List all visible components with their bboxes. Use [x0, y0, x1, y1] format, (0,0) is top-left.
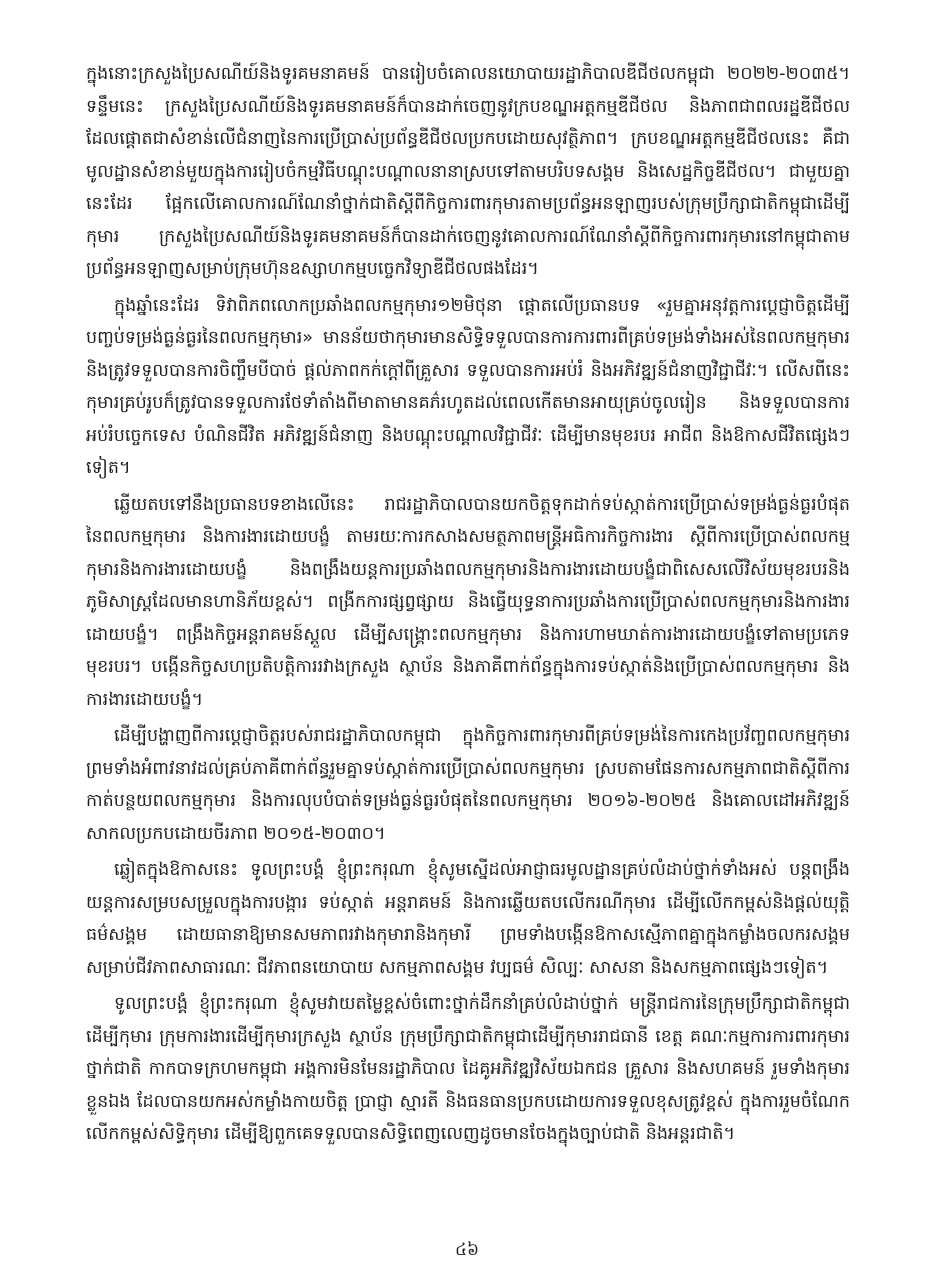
paragraph-3: ឆ្លើយតបទៅនឹងប្រធានបទខាងលើនេះ រាជរដ្ឋាភិបាលបានយកចិត្តទុកដាក់ទប់ស្កាត់ការប្រើប្រាស់ទម្រង់ធ្ងន់ធ្ងរបំផុតនៃពលកម្មកុមារ និងការងារដោយបង្ខំ តាមរយៈការកសាងសមត្ថភាពមន្ត្រីអធិការកិច្ចការងារ ស្ដីពីការប្រើប្រាស់ពលកម្មកុមារនិងការងារដោយបង្ខំ និងពង្រឹងយន្តការប្រឆាំងពលកម្មកុមារនិងការងារដោយបង្ខំជាពិសេសលើវិស័យមុខរបរនិងភូមិសាស្ត្រដែលមានហានិភ័យខ្ពស់។ ពង្រីកការផ្សព្វផ្សាយ និងធ្វើយុទ្ធនាការប្រឆាំងការប្រើប្រាស់ពលកម្មកុមារនិងការងារដោយបង្ខំ។ ពង្រឹងកិច្ចអន្តរាគមន៍ស្តួល ដើម្បីសង្គ្រោះពលកម្មកុមារ និងការហាមឃាត់ការងារដោយបង្ខំទៅតាមប្រភេទមុខរបរ។ បង្កើនកិច្ចសហប្រតិបត្តិការរវាងក្រសួង ស្ថាប័ន និងភាគីពាក់ព័ន្ធក្នុងការទប់ស្កាត់និងប្រើប្រាស់ពលកម្មកុមារ និងការងារដោយបង្ខំ។ — [86, 494, 850, 710]
paragraph-2: ក្នុងឆ្នាំនេះដែរ ទិវាពិភពលោកប្រឆាំងពលកម្មកុមារ១២មិថុនា ផ្ដោតលើប្រធានបទ «រួមគ្នាអនុវត្តការប្ដេជ្ញាចិត្តដើម្បីបញ្ចប់ទម្រង់ធ្ងន់ធ្ងរនៃពលកម្មកុមារ» មានន័យថាកុមារមានសិទ្ធិទទួលបានការការពារពីគ្រប់ទម្រង់ទាំងអស់នៃពលកម្មកុមារ និងត្រូវទទួលបានការចិញ្ចឹមបីបាច់ ផ្ដល់ភាពកក់ក្ដៅពីគ្រួសារ ទទួលបានការអប់រំ និងអភិវឌ្ឍន៍ជំនាញវិជ្ជាជីវៈ។ លើសពីនេះ កុមារគ្រប់រូបក៏ត្រូវបានទទួលការថែទាំតាំងពីមាតាមានគភ៌រហូតដល់ពេលកើតមានអាយុគ្រប់ចូលរៀន និងទទួលបានការអប់រំបច្ចេកទេស បំណិនជីវិត អភិវឌ្ឍន៍ជំនាញ និងបណ្ដុះបណ្ដាលវិជ្ជាជីវៈ ដើម្បីមានមុខរបរ អាជីព និងឱកាសជីវិតផ្សេងៗទៀត។ — [86, 295, 850, 478]
document-body — [86, 58, 850, 1155]
paragraph-5: ឆ្លៀតក្នុងឱកាសនេះ ទូលព្រះបង្គំ ខ្ញុំព្រះករុណា ខ្ញុំសូមស្នើដល់អាជ្ញាធរមូលដ្ឋានគ្រប់លំដាប់ថ្នាក់ទាំងអស់ បន្តពង្រឹងយន្តការសម្របសម្រួលក្នុងការបង្ការ ទប់ស្កាត់ អន្តរាគមន៍ និងការឆ្លើយតបលើករណីកុមារ ដើម្បីលើកកម្ពស់និងផ្ដល់យុត្តិធម៌សង្គម ដោយធានាឱ្យមានសមភាពរវាងកុមារានិងកុមារី ព្រមទាំងបង្កើនឱកាសស្មើភាពគ្នាក្នុងកម្លាំងចលករសង្គមសម្រាប់ជីវភាពសាធារណៈ ជីវភាពនយោបាយ សកម្មភាពសង្គម វប្បធម៌ សិល្បៈ សាសនា និងសកម្មភាពផ្សេងៗទៀត។ — [86, 860, 850, 978]
paragraph-6: ទូលព្រះបង្គំ ខ្ញុំព្រះករុណា ខ្ញុំសូមវាយតម្លៃខ្ពស់ចំពោះថ្នាក់ដឹកនាំគ្រប់លំដាប់ថ្នាក់ មន្ត្រីរាជការនៃក្រុមប្រឹក្សាជាតិកម្ពុជាដើម្បីកុមារ ក្រុមការងារដើម្បីកុមារក្រសួង ស្ថាប័ន ក្រុមប្រឹក្សាជាតិកម្ពុជាដើម្បីកុមាររាជធានី ខេត្ត គណៈកម្មការការពារកុមារថ្នាក់ជាតិ កាកបាទក្រហមកម្ពុជា អង្គការមិនមែនរដ្ឋាភិបាល ដៃគូអភិវឌ្ឍវិស័យឯកជន គ្រួសារ និងសហគមន៍ រួមទាំងកុមារខ្លួនឯង ដែលបានយកអស់កម្លាំងកាយចិត្ត ប្រាជ្ញា ស្មារតី និងធនធានប្រកបដោយការទទួលខុសត្រូវខ្ពស់ ក្នុងការរួមចំណែកលើកកម្ពស់សិទ្ធិកុមារ ដើម្បីឱ្យពួកគេទទួលបានសិទ្ធិពេញលេញដូចមានចែងក្នុងច្បាប់ជាតិ និងអន្តរជាតិ។ — [86, 994, 850, 1144]
paragraph-1: ក្នុងនោះក្រសួងប្រៃសណីយ៍និងទូរគមនាគមន៍ បានរៀបចំគោលនយោបាយរដ្ឋាភិបាលឌីជីថលកម្ពុជា ២០២២-២០៣៥។ ទន្ទឹមនេះ ក្រសួងប្រៃសណីយ៍និងទូរគមនាគមន៍ក៏បានដាក់ចេញនូវក្របខណ្ឌអត្តកម្មឌីជីថល និងភាពជាពលរដ្ឋឌីជីថល ដែលផ្ដោតជាសំខាន់លើជំនាញនៃការប្រើប្រាស់ប្រព័ន្ធឌីជីថលប្រកបដោយសុវត្ថិភាព។ ក្របខណ្ឌអត្តកម្មឌីជីថលនេះ គឺជាមូលដ្ឋានសំខាន់មួយក្នុងការរៀបចំកម្មវិធីបណ្ដុះបណ្ដាលនានាស្របទៅតាមបរិបទសង្គម និងសេដ្ឋកិច្ចឌីជីថល។ ជាមួយគ្នានេះដែរ ផ្អែកលើគោលការណ៍ណែនាំថ្នាក់ជាតិស្ដីពីកិច្ចការពារកុមារតាមប្រព័ន្ធអនឡាញរបស់ក្រុមប្រឹក្សាជាតិកម្ពុជាដើម្បីកុមារ ក្រសួងប្រៃសណីយ៍និងទូរគមនាគមន៍ក៏បានដាក់ចេញនូវគោលការណ៍ណែនាំស្ដីពីកិច្ចការពារកុមារនៅកម្ពុជាតាមប្រព័ន្ធអនឡាញសម្រាប់ក្រុមហ៊ុនឧស្សាហកម្មបច្ចេកវិទ្យាឌីជីថលផងដែរ។ — [86, 64, 850, 279]
paragraph-4: ដើម្បីបង្ហាញពីការប្ដេជ្ញាចិត្តរបស់រាជរដ្ឋាភិបាលកម្ពុជា ក្នុងកិច្ចការពារកុមារពីគ្រប់ទម្រង់នៃការកេងប្រវ័ញ្ចពលកម្មកុមារ ព្រមទាំងអំពាវនាវដល់គ្រប់ភាគីពាក់ព័ន្ធរួមគ្នាទប់ស្កាត់ការប្រើប្រាស់ពលកម្មកុមារ ស្របតាមផែនការសកម្មភាពជាតិស្ដីពីការកាត់បន្ថយពលកម្មកុមារ និងការលុបបំបាត់ទម្រង់ធ្ងន់ធ្ងរបំផុតនៃពលកម្មកុមារ ២០១៦-២០២៥ និងគោលដៅអភិវឌ្ឍន៍សាកលប្រកបដោយចីរភាព ២០១៥-២០៣០។ — [86, 726, 850, 844]
page-number: ៤៦ — [454, 1240, 480, 1260]
